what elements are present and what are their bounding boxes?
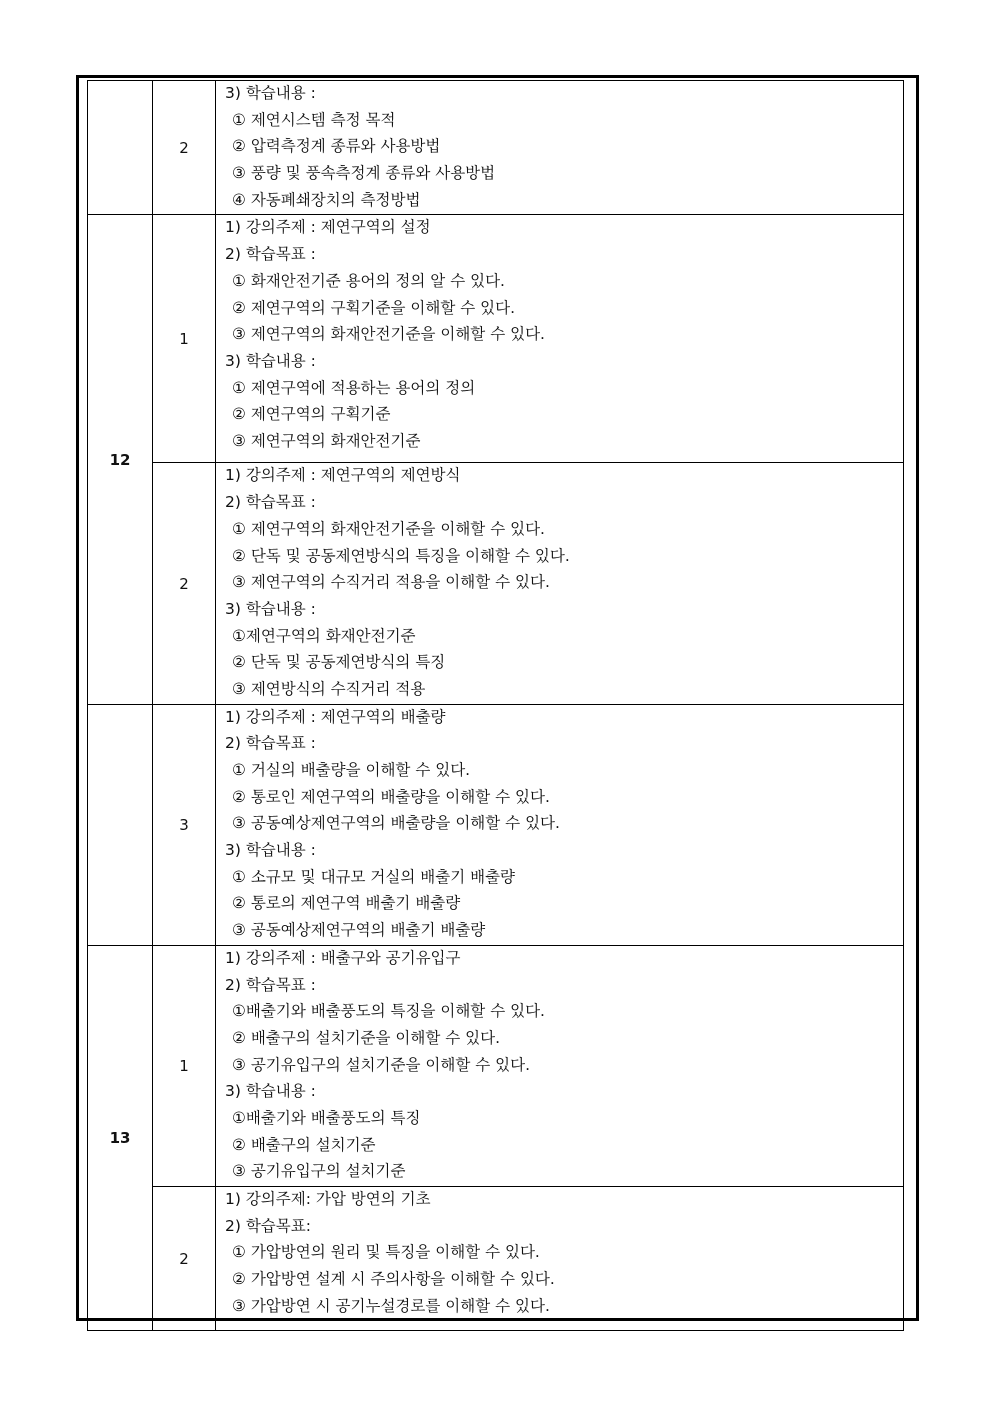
content-line: ①배출기와 배출풍도의 특징을 이해할 수 있다. (232, 1002, 545, 1021)
content-line: ② 통로의 제연구역 배출기 배출량 (232, 894, 461, 913)
week-cell: 13 (88, 945, 153, 1330)
content-cell (216, 945, 904, 1186)
content-cell (216, 1187, 904, 1331)
content-line: ① 가압방연의 원리 및 특징을 이해할 수 있다. (232, 1243, 540, 1262)
content-line: ③ 제연구역의 수직거리 적용을 이해할 수 있다. (232, 573, 550, 592)
content-line: 2) 학습목표 : (225, 975, 316, 994)
content-line: ② 가압방연 설계 시 주의사항을 이해할 수 있다. (232, 1270, 555, 1289)
content-line: ③ 가압방연 시 공기누설경로를 이해할 수 있다. (232, 1296, 550, 1315)
content-line: 3) 학습내용 : (225, 84, 316, 102)
content-line: ③ 공기유입구의 설치기준을 이해할 수 있다. (232, 1055, 530, 1074)
content-line: ③ 제연구역의 화재안전기준을 이해할 수 있다. (232, 325, 545, 344)
content-line: 3) 학습내용 : (225, 599, 316, 618)
session-cell: 1 (153, 945, 216, 1186)
content-line: ② 배출구의 설치기준을 이해할 수 있다. (232, 1028, 501, 1047)
content-line: 2) 학습목표 : (225, 245, 316, 264)
content-line: ② 단독 및 공동제연방식의 특징을 이해할 수 있다. (232, 546, 570, 565)
content-line: ② 제연구역의 구획기준 (232, 405, 391, 424)
week-cell: 12 (88, 215, 153, 704)
content-line: 1) 강의주제: 가압 방연의 기초 (225, 1190, 431, 1208)
content-line: ④ 자동폐쇄장치의 측정방법 (232, 190, 421, 209)
week-cell (88, 704, 153, 945)
content-line: ② 단독 및 공동제연방식의 특징 (232, 653, 446, 672)
table-row (88, 81, 904, 215)
content-line: ② 압력측정계 종류와 사용방법 (232, 137, 441, 156)
table-row (88, 945, 904, 1186)
content-line: ③ 공동예상제연구역의 배출기 배출량 (232, 921, 486, 940)
content-line: ② 배출구의 설치기준 (232, 1135, 376, 1154)
session-cell: 2 (153, 1187, 216, 1331)
session-cell: 3 (153, 704, 216, 945)
content-line: 1) 강의주제 : 제연구역의 제연방식 (225, 466, 461, 485)
content-line: ③ 풍량 및 풍속측정계 종류와 사용방법 (232, 164, 496, 183)
content-cell (216, 81, 904, 215)
content-line: ③ 공동예상제연구역의 배출량을 이해할 수 있다. (232, 814, 560, 833)
content-line: ③ 제연구역의 화재안전기준 (232, 431, 421, 450)
content-line: ③ 공기유입구의 설치기준 (232, 1162, 406, 1181)
content-line: ①제연구역의 화재안전기준 (232, 626, 416, 645)
content-line: ①배출기와 배출풍도의 특징 (232, 1108, 421, 1127)
content-line: 2) 학습목표 : (225, 734, 316, 753)
table-row (88, 215, 904, 463)
table-row (88, 1187, 904, 1331)
content-line: 1) 강의주제 : 제연구역의 배출량 (225, 707, 446, 726)
content-line: 1) 강의주제 : 제연구역의 설정 (225, 218, 431, 237)
content-line: 2) 학습목표: (225, 1216, 311, 1235)
content-line: ① 제연시스템 측정 목적 (232, 110, 396, 129)
content-line: 1) 강의주제 : 배출구와 공기유입구 (225, 948, 461, 967)
content-line: 3) 학습내용 : (225, 841, 316, 860)
session-cell: 2 (153, 463, 216, 704)
content-line: ① 거실의 배출량을 이해할 수 있다. (232, 761, 471, 779)
session-cell: 2 (153, 81, 216, 215)
syllabus-table (87, 80, 904, 1331)
content-cell (216, 215, 904, 463)
content-cell (216, 463, 904, 704)
content-line: ② 제연구역의 구획기준을 이해할 수 있다. (232, 298, 516, 317)
content-cell (216, 704, 904, 945)
content-line: ① 소규모 및 대규모 거실의 배출기 배출량 (232, 867, 516, 886)
content-line: ① 제연구역에 적용하는 용어의 정의 (232, 378, 476, 397)
table-row (88, 704, 904, 945)
content-line: ① 제연구역의 화재안전기준을 이해할 수 있다. (232, 519, 545, 538)
content-line: 2) 학습목표 : (225, 493, 316, 512)
content-line: 3) 학습내용 : (225, 1082, 316, 1101)
table-row (88, 463, 904, 704)
session-cell: 1 (153, 215, 216, 463)
week-cell (88, 81, 153, 215)
content-line: 3) 학습내용 : (225, 351, 316, 370)
content-line: ① 화재안전기준 용어의 정의 알 수 있다. (232, 271, 505, 290)
content-line: ③ 제연방식의 수직거리 적용 (232, 679, 426, 698)
content-line: ② 통로인 제연구역의 배출량을 이해할 수 있다. (232, 787, 550, 806)
